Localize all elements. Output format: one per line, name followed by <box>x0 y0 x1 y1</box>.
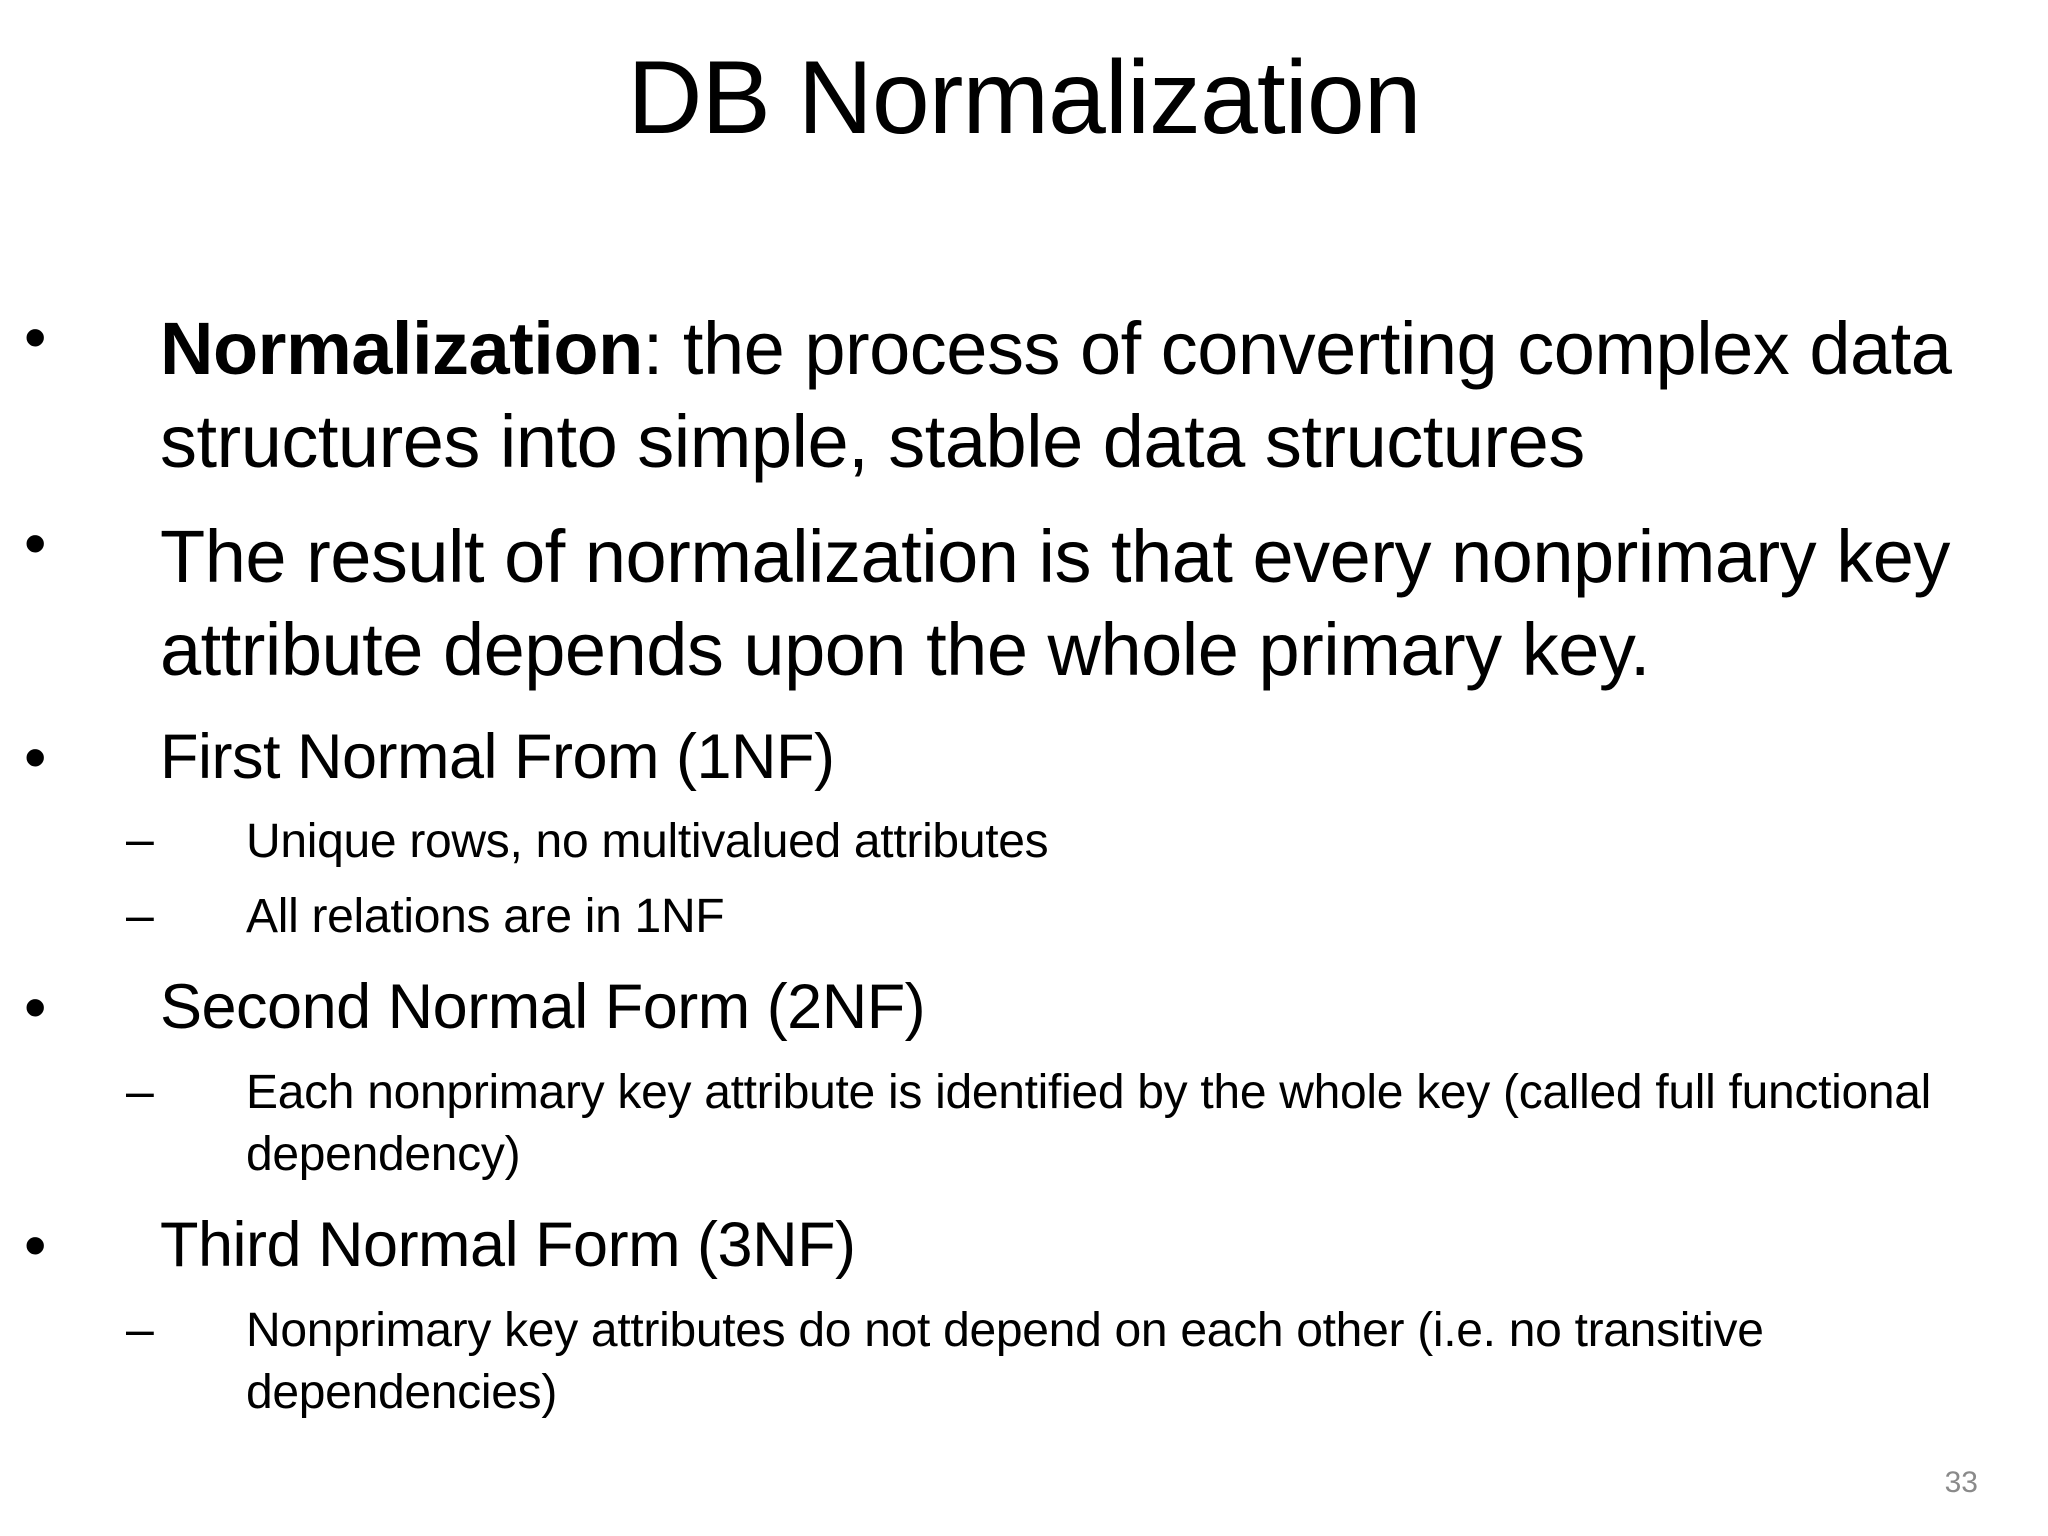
slide-title: DB Normalization <box>627 40 1421 156</box>
dash-icon: – <box>126 887 154 943</box>
bullet-text: : the process of converting complex data structures into simple, stable data structures <box>160 307 1952 483</box>
dash-icon: – <box>126 1063 154 1119</box>
sub-item-1nf-relations: All relations are in 1NF <box>246 890 725 943</box>
bullet-icon: • <box>24 507 47 579</box>
bullet-item-1nf: First Normal From (1NF) <box>160 722 835 792</box>
sub-item-3nf-transitive: Nonprimary key attributes do not depend on each other (i.e. no transitive dependencies) <box>246 1304 1764 1419</box>
bullet-icon: • <box>24 721 47 793</box>
bullet-icon: • <box>24 301 47 373</box>
bullet-icon: • <box>24 971 47 1043</box>
sub-item-2nf-full-dependency: Each nonprimary key attribute is identified by the whole key (called full functional dependency) <box>246 1066 1932 1181</box>
bullet-item-2nf: Second Normal Form (2NF) <box>160 972 926 1042</box>
term-normalization: Normalization <box>160 307 643 390</box>
sub-item-1nf-unique: Unique rows, no multivalued attributes <box>246 815 1049 868</box>
bullet-item-result: The result of normalization is that every nonprimary key attribute depends upon the whole primary key. <box>160 515 1950 691</box>
dash-icon: – <box>126 811 154 867</box>
bullet-item-3nf: Third Normal Form (3NF) <box>160 1210 856 1280</box>
bullet-item-normalization <box>160 302 2020 488</box>
page-number: 33 <box>1944 1466 1978 1499</box>
dash-icon: – <box>126 1301 154 1357</box>
bullet-icon: • <box>24 1209 47 1281</box>
